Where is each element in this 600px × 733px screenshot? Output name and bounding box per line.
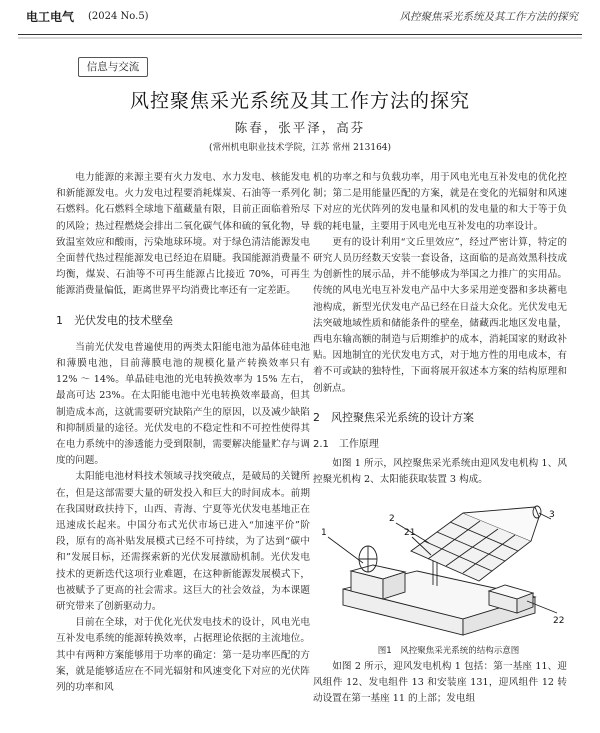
running-header: [18, 0, 582, 32]
figure-label: 21: [404, 527, 416, 538]
section-tag: 信息与交流: [78, 57, 148, 77]
body-paragraph: 太阳能电池材料技术领域寻找突破点，是破局的关键所在，但是这部需要大量的研发投入和巨大的时间成本。前期在我国财政扶持下，山西、青海、宁夏等光伏发电基地正在迅速成长起来。中国分布式光伏市场已进入“加速平价”阶段，原有的高补贴发展模式已经不可持续，为了达到“碳中和”发展目标，还需探索新的光伏发展激励机制。光伏发电技术的更新迭代这项行业难题，在这种新能源发展模式下，也被赋予了更高的社会需求。这巨大的社会效益，为本课题研究带来了创新驱动力。: [56, 471, 310, 613]
header-rule-shadow: [18, 37, 582, 39]
article-authors: 陈春，张平泽，高芬: [234, 120, 366, 135]
article-title: 风控聚焦采光系统及其工作方法的探究: [129, 90, 470, 112]
author-affiliation: (常州机电职业技术学院，江苏 常州 213164): [208, 143, 392, 153]
figure-label: 1: [321, 527, 327, 538]
intro-paragraph: 电力能源的来源主要有火力发电、水力发电、核能发电和新能源发电。火力发电过程要消耗煤炭、石油等一系列化石燃料。化石燃料全球地下蕴藏量有限，目前正面临着殆尽的风险；热过程燃烧会排出二氧化碳气体和硫的氧化物，导致温室效应和酸雨，污染地球环境。对于绿色清洁能源发电全面替代热过程能源发电已经迫在眉睫。我国能源消费量不均衡，煤炭、石油等不可再生能源占比接近 70%，可再生能源消费量偏低，距离世界平均消费比率还有一定差距。: [56, 172, 310, 297]
header-rule: [18, 34, 582, 35]
journal-name: 电工电气: [26, 9, 75, 24]
subsection-heading: 2.1 工作原理: [313, 439, 379, 451]
figure-label: 22: [553, 615, 565, 626]
body-paragraph: 如图 2 所示，迎风发电机构 1 包括：第一基座 11、迎风组件 12、发电组件 13 和安装座 131，迎风组件 12 转动设置在第一基座 11 的上部；发电组: [313, 660, 567, 705]
figure-1-diagram: [313, 493, 567, 643]
right-column: [313, 170, 567, 707]
left-column: [56, 170, 310, 696]
figure-label: 2: [389, 513, 395, 524]
body-paragraph: 机的功率之和与负载功率，用于风电光电互补发电的优化控制；第二是用能量匹配的方案，就是在变化的光辐射和风速下对应的光伏阵列的发电量和风机的发电量的和大于等于负载的耗电量，主要用于风电光电互补发电的功率设计。: [313, 172, 567, 232]
body-paragraph: 目前在全球，对于优化光伏发电技术的设计，风电光电互补发电系统的能源转换效率，占据理论依据的主流地位。其中有两种方案能够用于功率的确定：第一是功率匹配的方案，就是能够适应在不同光辐射和风速变化下对应的光伏阵列的功率和风: [56, 617, 310, 694]
figure-caption: 图1 风控聚焦采光系统的结构示意图: [377, 645, 520, 656]
running-title: 风控聚焦采光系统及其工作方法的探究: [399, 10, 578, 23]
system-schematic: [313, 493, 567, 643]
body-paragraph: 如图 1 所示，风控聚焦采光系统由迎风发电机构 1、风控聚光机构 2、太阳能获取装置 3 构成。: [313, 458, 567, 486]
body-paragraph: 当前光伏发电普遍使用的两类太阳能电池为晶体硅电池和薄膜电池，目前薄膜电池的规模化量产转换效率只有 12% ～ 14%。单晶硅电池的光电转换效率为 15% 左右，最高可达 23%。在太阳能电池中光电转换效率最高，但其制造成本高，这就需要研究缺陷产生的原因，以及减少缺陷和抑制质量的途径。光伏发电的不稳定性和不可控性使得其在电力系统中的渗透能力受到限制，需要解决能量贮存与调度的问题。: [56, 341, 310, 467]
section-2-heading: 2 风控聚焦采光系统的设计方案: [313, 410, 474, 424]
issue-number: (2024 No.5): [88, 10, 149, 22]
body-paragraph: 更有的设计利用“文丘里效应”，经过严密计算，特定的研究人员历经数天安装一套设备，这面临的是高效黑科技成为创新性的展示品，并不能够成为举国之力推广的实用品。传统的风电光电互补发电产品中大多采用逆变器和多块蓄电池构成，新型光伏发电产品已经在日益大众化。光伏发电无法突破地域性质和储能条件的壁垒，储藏西北地区发电量，西电东输高额的制造与后期维护的成本，消耗国家的财政补贴。因地制宜的光伏发电方式，对于地方性的用电成本，有着不可或缺的独特性，下面将展开叙述本方案的结构原理和创新点。: [313, 236, 567, 394]
section-1-heading: 1 光伏发电的技术壁垒: [56, 313, 173, 327]
figure-label: 3: [549, 509, 555, 520]
